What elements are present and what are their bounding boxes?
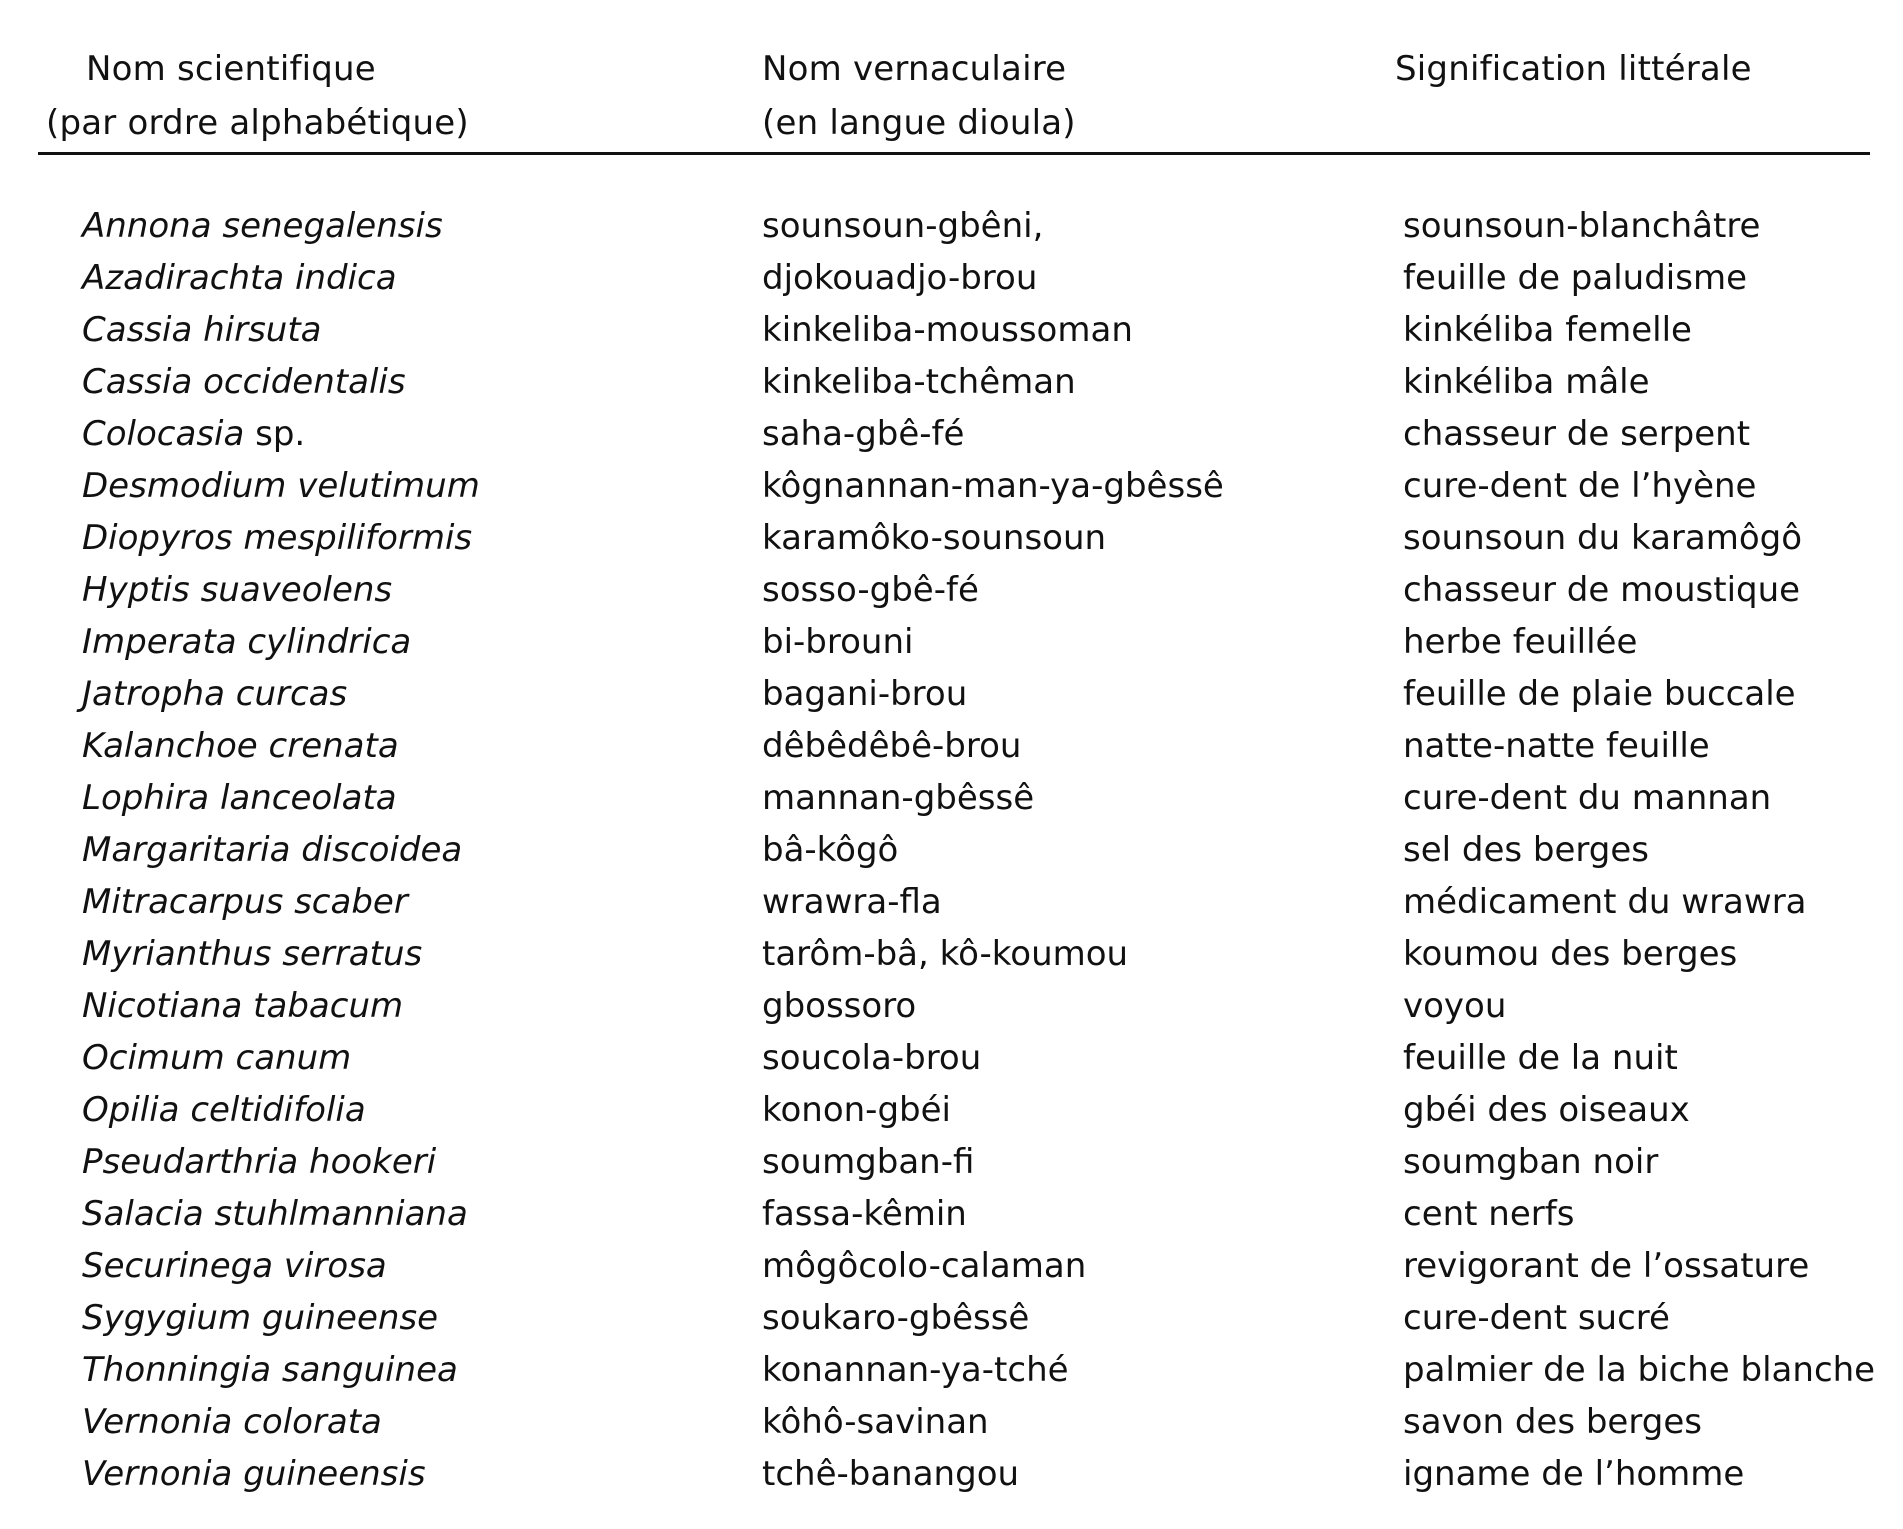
scientific-name: Nicotiana tabacum xyxy=(82,986,404,1026)
scientific-name: Salacia stuhlmanniana xyxy=(82,1194,468,1234)
vernacular-name-cell: bi-brouni xyxy=(762,622,914,662)
table-row xyxy=(0,1240,1903,1292)
vernacular-name-cell: konon-gbéi xyxy=(762,1090,951,1130)
vernacular-name-cell: kôgnannan-man-ya-gbêssê xyxy=(762,466,1224,506)
header-vernacular-name-line1: Nom vernaculaire xyxy=(762,49,1067,89)
scientific-name: Mitracarpus scaber xyxy=(82,882,408,922)
scientific-name-cell xyxy=(82,1084,366,1136)
scientific-name: Securinega virosa xyxy=(82,1246,387,1286)
scientific-name-suffix: sp. xyxy=(255,414,306,454)
scientific-name-cell xyxy=(82,1344,458,1396)
vernacular-name-cell: soumgban-fi xyxy=(762,1142,975,1182)
table-row xyxy=(0,668,1903,720)
table-row xyxy=(0,720,1903,772)
scientific-name: Azadirachta indica xyxy=(82,258,397,298)
scientific-name-cell xyxy=(82,980,403,1032)
scientific-name-cell xyxy=(82,200,443,252)
header-vernacular-name xyxy=(762,42,1076,150)
scientific-name-cell xyxy=(82,1136,436,1188)
scientific-name-cell xyxy=(82,512,472,564)
table-row xyxy=(0,772,1903,824)
scientific-name-cell xyxy=(82,564,392,616)
header-scientific-name xyxy=(46,42,469,150)
scientific-name-cell xyxy=(82,824,462,876)
table-row xyxy=(0,512,1903,564)
scientific-name: Imperata cylindrica xyxy=(82,622,412,662)
scientific-name: Thonningia sanguinea xyxy=(82,1350,458,1390)
literal-meaning-cell: feuille de plaie buccale xyxy=(1403,674,1796,714)
scientific-name-cell xyxy=(82,876,408,928)
table-row xyxy=(0,460,1903,512)
literal-meaning-cell: chasseur de serpent xyxy=(1403,414,1751,454)
scientific-name: Cassia occidentalis xyxy=(82,362,406,402)
vernacular-name-cell: kinkeliba-moussoman xyxy=(762,310,1133,350)
table-row xyxy=(0,616,1903,668)
scientific-name: Kalanchoe crenata xyxy=(82,726,399,766)
header-vernacular-name-line2: (en langue dioula) xyxy=(762,103,1076,143)
table-row xyxy=(0,564,1903,616)
literal-meaning-cell: koumou des berges xyxy=(1403,934,1738,974)
literal-meaning-cell: gbéi des oiseaux xyxy=(1403,1090,1690,1130)
literal-meaning-cell: kinkéliba femelle xyxy=(1403,310,1692,350)
scientific-name: Jatropha curcas xyxy=(82,674,348,714)
scientific-name-cell xyxy=(82,408,305,460)
table-row xyxy=(0,408,1903,460)
literal-meaning-cell: sel des berges xyxy=(1403,830,1650,870)
table-row xyxy=(0,1396,1903,1448)
scientific-name-cell xyxy=(82,1292,438,1344)
literal-meaning-cell: feuille de la nuit xyxy=(1403,1038,1678,1078)
table-body xyxy=(0,200,1903,1500)
table-row xyxy=(0,876,1903,928)
table-row xyxy=(0,200,1903,252)
vernacular-name-cell: djokouadjo-brou xyxy=(762,258,1038,298)
scientific-name: Cassia hirsuta xyxy=(82,310,322,350)
vernacular-name-cell: konannan-ya-tché xyxy=(762,1350,1069,1390)
vernacular-name-cell: kôhô-savinan xyxy=(762,1402,989,1442)
vernacular-name-cell: tarôm-bâ, kô-koumou xyxy=(762,934,1129,974)
scientific-name: Diopyros mespiliformis xyxy=(82,518,473,558)
literal-meaning-cell: palmier de la biche blanche xyxy=(1403,1350,1876,1390)
table-row xyxy=(0,304,1903,356)
literal-meaning-cell: cure-dent du mannan xyxy=(1403,778,1772,818)
vernacular-name-cell: wrawra-fla xyxy=(762,882,942,922)
scientific-name: Colocasia xyxy=(82,414,245,454)
table-row xyxy=(0,1292,1903,1344)
scientific-name-cell xyxy=(82,252,397,304)
scientific-name: Myrianthus serratus xyxy=(82,934,423,974)
literal-meaning-cell: chasseur de moustique xyxy=(1403,570,1801,610)
scientific-name: Opilia celtidifolia xyxy=(82,1090,366,1130)
scientific-name-cell xyxy=(82,772,397,824)
scientific-name-cell xyxy=(82,1240,387,1292)
literal-meaning-cell: médicament du wrawra xyxy=(1403,882,1807,922)
scientific-name-cell xyxy=(82,460,480,512)
scientific-name-cell xyxy=(82,356,406,408)
table-row xyxy=(0,1032,1903,1084)
table-header xyxy=(0,42,1903,152)
vernacular-name-cell: kinkeliba-tchêman xyxy=(762,362,1076,402)
scientific-name: Lophira lanceolata xyxy=(82,778,397,818)
scientific-name-cell xyxy=(82,1032,351,1084)
table-row xyxy=(0,356,1903,408)
literal-meaning-cell: kinkéliba mâle xyxy=(1403,362,1650,402)
scientific-name: Pseudarthria hookeri xyxy=(82,1142,437,1182)
scientific-name-cell xyxy=(82,1396,382,1448)
vernacular-name-cell: saha-gbê-fé xyxy=(762,414,965,454)
literal-meaning-cell: sounsoun-blanchâtre xyxy=(1403,206,1761,246)
table-row xyxy=(0,1188,1903,1240)
table-row xyxy=(0,1448,1903,1500)
vernacular-name-cell: bâ-kôgô xyxy=(762,830,899,870)
vernacular-name-cell: môgôcolo-calaman xyxy=(762,1246,1087,1286)
scientific-name: Vernonia guineensis xyxy=(82,1454,426,1494)
vernacular-name-cell: sosso-gbê-fé xyxy=(762,570,979,610)
header-scientific-name-line2: (par ordre alphabétique) xyxy=(46,103,469,143)
scientific-name: Vernonia colorata xyxy=(82,1402,382,1442)
header-scientific-name-line1: Nom scientifique xyxy=(86,49,376,89)
literal-meaning-cell: sounsoun du karamôgô xyxy=(1403,518,1803,558)
literal-meaning-cell: herbe feuillée xyxy=(1403,622,1638,662)
vernacular-name-cell: mannan-gbêssê xyxy=(762,778,1035,818)
scientific-name-cell xyxy=(82,928,422,980)
literal-meaning-cell: soumgban noir xyxy=(1403,1142,1659,1182)
literal-meaning-cell: cure-dent sucré xyxy=(1403,1298,1670,1338)
scientific-name: Sygygium guineense xyxy=(82,1298,439,1338)
vernacular-name-cell: soukaro-gbêssê xyxy=(762,1298,1030,1338)
table-row xyxy=(0,928,1903,980)
table-row xyxy=(0,1084,1903,1136)
table-row xyxy=(0,252,1903,304)
header-divider xyxy=(38,152,1870,155)
table-row xyxy=(0,980,1903,1032)
scientific-name-cell xyxy=(82,616,411,668)
scientific-name: Hyptis suaveolens xyxy=(82,570,393,610)
literal-meaning-cell: natte-natte feuille xyxy=(1403,726,1710,766)
literal-meaning-cell: igname de l’homme xyxy=(1403,1454,1745,1494)
scientific-name-cell xyxy=(82,1188,468,1240)
scientific-name: Ocimum canum xyxy=(82,1038,352,1078)
literal-meaning-cell: feuille de paludisme xyxy=(1403,258,1748,298)
vernacular-name-cell: dêbêdêbê-brou xyxy=(762,726,1022,766)
literal-meaning-cell: cent nerfs xyxy=(1403,1194,1575,1234)
literal-meaning-cell: voyou xyxy=(1403,986,1507,1026)
vernacular-name-cell: soucola-brou xyxy=(762,1038,982,1078)
table-row xyxy=(0,1344,1903,1396)
scientific-name: Desmodium velutimum xyxy=(82,466,480,506)
vernacular-name-cell: gbossoro xyxy=(762,986,917,1026)
vernacular-name-cell: karamôko-sounsoun xyxy=(762,518,1107,558)
scientific-name-cell xyxy=(82,1448,426,1500)
header-literal-meaning xyxy=(1395,42,1752,96)
scientific-name-cell xyxy=(82,668,347,720)
literal-meaning-cell: savon des berges xyxy=(1403,1402,1702,1442)
header-literal-meaning-line1: Signification littérale xyxy=(1395,49,1752,89)
scientific-name-cell xyxy=(82,720,399,772)
vernacular-name-cell: fassa-kêmin xyxy=(762,1194,967,1234)
literal-meaning-cell: cure-dent de l’hyène xyxy=(1403,466,1757,506)
vernacular-name-cell: sounsoun-gbêni, xyxy=(762,206,1044,246)
scientific-name: Annona senegalensis xyxy=(82,206,443,246)
scientific-name: Margaritaria discoidea xyxy=(82,830,463,870)
vernacular-name-cell: tchê-banangou xyxy=(762,1454,1020,1494)
table-row xyxy=(0,1136,1903,1188)
table-row xyxy=(0,824,1903,876)
scientific-name-cell xyxy=(82,304,322,356)
vernacular-name-cell: bagani-brou xyxy=(762,674,968,714)
literal-meaning-cell: revigorant de l’ossature xyxy=(1403,1246,1810,1286)
